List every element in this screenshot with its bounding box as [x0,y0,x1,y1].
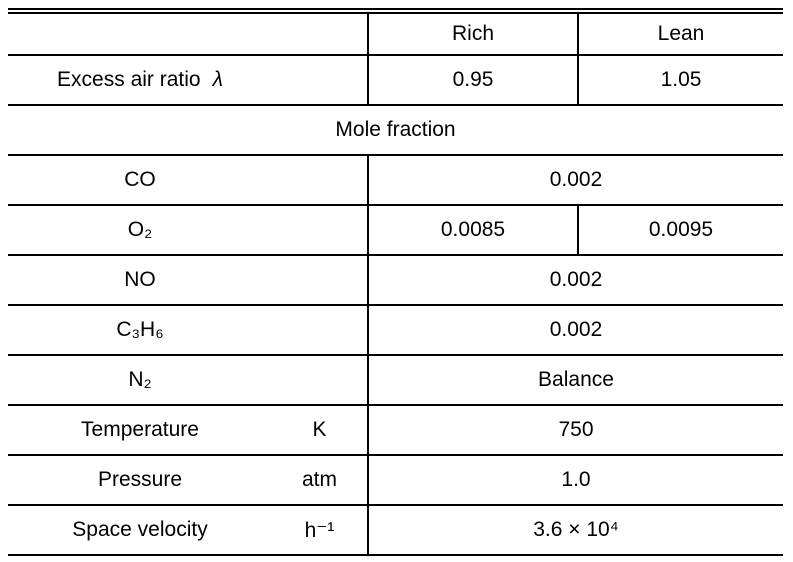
co-unit-cell [272,155,368,205]
excess-air-ratio-unit-cell [272,55,368,105]
c3h6-unit-cell [272,305,368,355]
o2-lean-value: 0.0095 [578,205,783,255]
mole-fraction-section-title: Mole fraction [8,105,783,155]
no-unit-cell [272,255,368,305]
excess-air-ratio-label: Excess air ratio [57,68,201,91]
co-row [8,155,783,205]
n2-value: Balance [368,355,783,405]
pressure-row [8,455,783,505]
space-velocity-label: Space velocity [8,505,272,555]
temperature-row [8,405,783,455]
excess-air-ratio-label-cell [8,55,272,105]
no-label: NO [8,255,272,305]
o2-label: O₂ [8,205,272,255]
temperature-label: Temperature [8,405,272,455]
excess-air-ratio-rich-value: 0.95 [368,55,578,105]
space-velocity-unit: h⁻¹ [272,505,368,555]
temperature-value: 750 [368,405,783,455]
c3h6-label: C₃H₆ [8,305,272,355]
o2-rich-value: 0.0085 [368,205,578,255]
c3h6-value: 0.002 [368,305,783,355]
lambda-symbol: λ [212,68,223,91]
n2-label: N₂ [8,355,272,405]
pressure-label: Pressure [8,455,272,505]
space-velocity-row [8,505,783,555]
no-value: 0.002 [368,255,783,305]
o2-row [8,205,783,255]
pressure-unit: atm [272,455,368,505]
temperature-unit: K [272,405,368,455]
o2-unit-cell [272,205,368,255]
no-row [8,255,783,305]
co-value: 0.002 [368,155,783,205]
mole-fraction-section-row [8,105,783,155]
header-empty-cell [8,11,368,55]
co-label: CO [8,155,272,205]
c3h6-row [8,305,783,355]
header-row [8,11,783,55]
excess-air-ratio-lean-value: 1.05 [578,55,783,105]
header-lean-cell: Lean [578,11,783,55]
space-velocity-value: 3.6 × 10⁴ [368,505,783,555]
n2-unit-cell [272,355,368,405]
n2-row [8,355,783,405]
excess-air-ratio-row [8,55,783,105]
gas-composition-table [8,8,783,556]
header-rich-cell: Rich [368,11,578,55]
pressure-value: 1.0 [368,455,783,505]
